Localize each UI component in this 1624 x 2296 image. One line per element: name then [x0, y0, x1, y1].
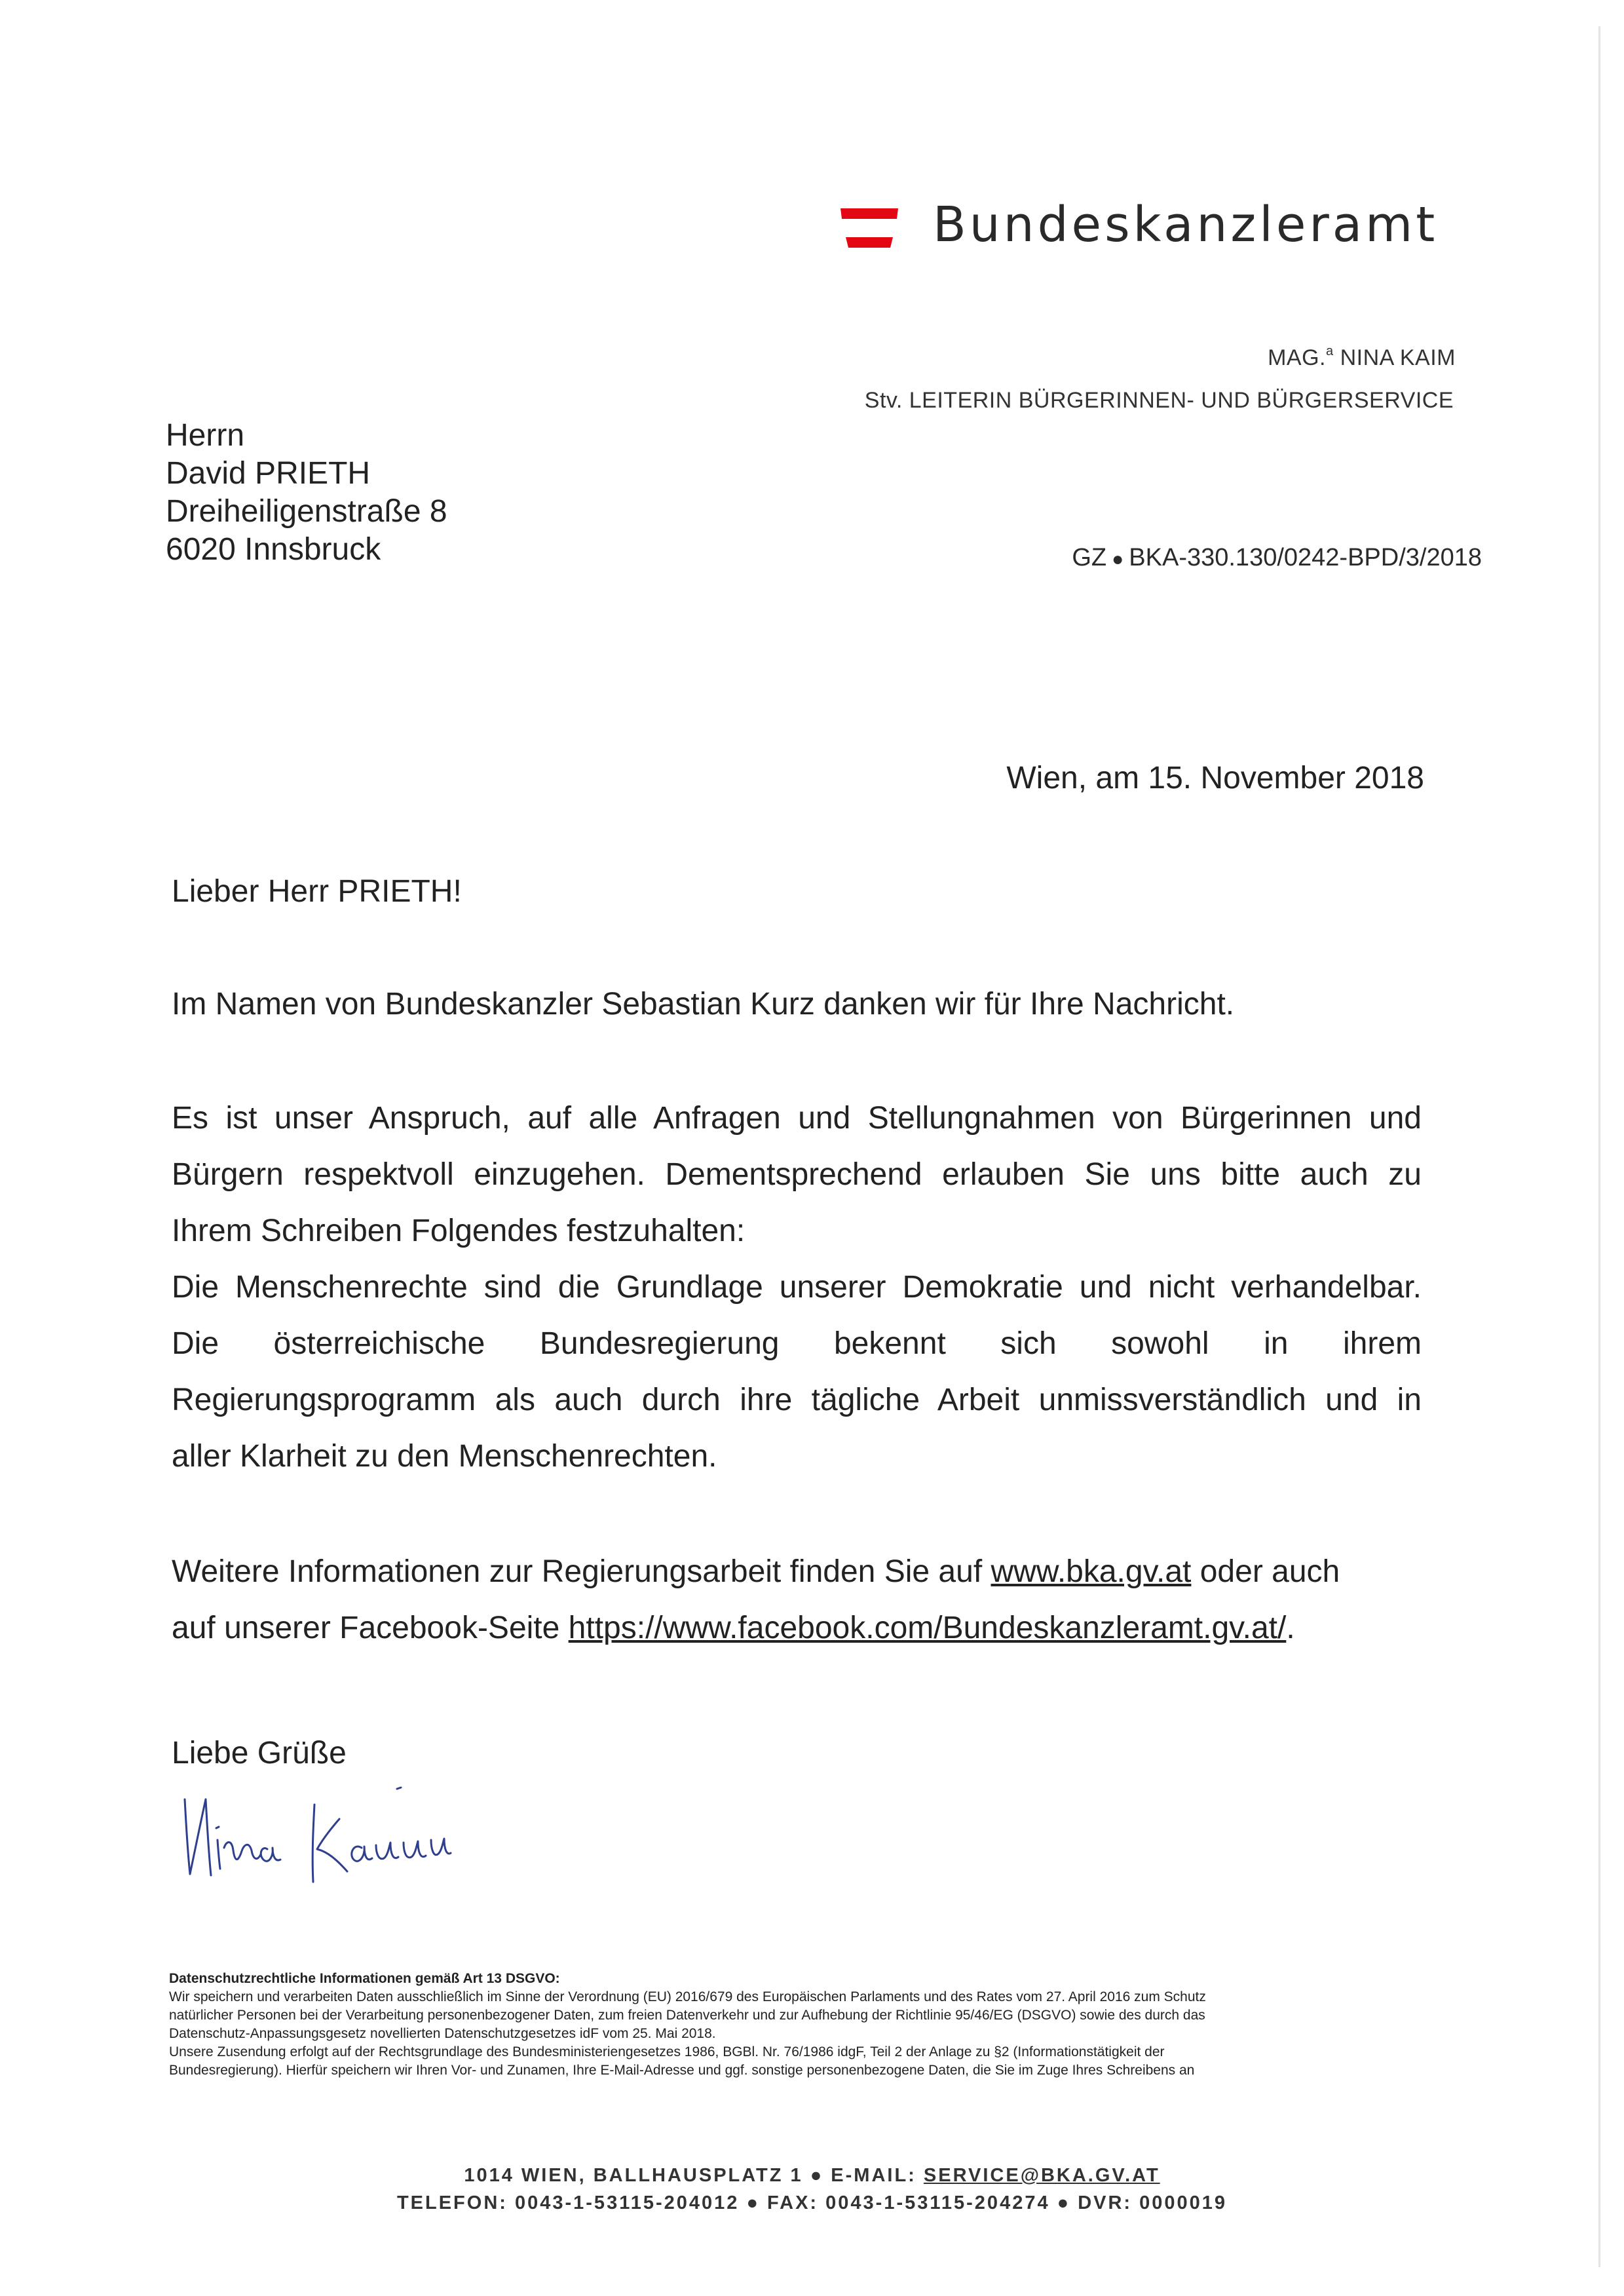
sender-name: MAG.$^a$ NINA KAIM: [1268, 344, 1456, 370]
recipient-name: David PRIETH: [166, 456, 371, 491]
paragraph-line: Die Menschenrechte sind die Grundlage unserer Demokratie und nicht verhandelbar.: [172, 1270, 1422, 1305]
reference-number: GZ ● BKA-330.130/0242-BPD/3/2018: [1072, 544, 1482, 571]
sender-title: Stv. LEITERIN BÜRGERINNEN- UND BÜRGERSERVICE: [864, 388, 1454, 413]
privacy-line: Unsere Zusendung erfolgt auf der Rechtsgrundlage des Bundesministeriengesetzes 1986, BGBl. Nr. 76/1986 idgF, Teil 2 der Anlage zu §2 (Informationstätigkeit der: [169, 2044, 1165, 2059]
privacy-line: natürlicher Personen bei der Verarbeitung personenbezogener Daten, zum freien Datenverkehr und zur Aufhebung der Richtlinie 95/46/EG (DSGVO) sowie des durch das: [169, 2008, 1205, 2023]
paragraph-human-rights: [172, 1090, 1422, 1485]
recipient-street: Dreiheiligenstraße 8: [166, 494, 447, 529]
paragraph-more-info: [172, 1544, 1403, 1656]
logo-wordmark: Bundeskanzleramt: [933, 197, 1439, 253]
privacy-line: Wir speichern und verarbeiten Daten ausschließlich im Sinne der Verordnung (EU) 2016/679 des Europäischen Parlaments und des Rates vom 27. April 2016 zum Schutz: [169, 1989, 1206, 2004]
recipient-salutation: Herrn: [166, 418, 245, 453]
closing-phrase: Liebe Grüße: [172, 1736, 347, 1770]
privacy-notice: [169, 1970, 1407, 2080]
page-edge-line: [1598, 26, 1600, 2267]
recipient-address: [166, 417, 447, 569]
paragraph-line: aller Klarheit zu den Menschenrechten.: [172, 1439, 717, 1474]
footer-contact: TELEFON: 0043-1-53115-204012 ● FAX: 0043-1-53115-204274 ● DVR: 0000019: [396, 2192, 1228, 2213]
facebook-page-link[interactable]: https://www.facebook.com/Bundeskanzleramt.gv.at/: [568, 1611, 1287, 1645]
letter-date: Wien, am 15. November 2018: [1006, 761, 1424, 795]
privacy-line: Bundesregierung). Hierfür speichern wir Ihren Vor- und Zunamen, Ihre E-Mail-Adresse und ggf. sonstige personenbezogene Daten, die Sie im Zuge Ihres Schreibens an: [169, 2063, 1195, 2078]
recipient-city: 6020 Innsbruck: [166, 532, 381, 567]
paragraph-line: Die österreichische Bundesregierung bekennt sich sowohl in ihrem: [172, 1326, 1422, 1361]
privacy-title: Datenschutzrechtliche Informationen gemäß Art 13 DSGVO:: [169, 1971, 560, 1986]
austrian-flag-logo: [840, 208, 898, 248]
bka-website-link[interactable]: www.bka.gv.at: [991, 1554, 1192, 1589]
handwritten-signature: [176, 1777, 464, 1888]
paragraph-line: Weitere Informationen zur Regierungsarbeit finden Sie auf www.bka.gv.at oder auch: [172, 1554, 1340, 1589]
paragraph-thanks: Im Namen von Bundeskanzler Sebastian Kurz danken wir für Ihre Nachricht.: [172, 987, 1235, 1022]
paragraph-line: Bürgern respektvoll einzugehen. Dementsprechend erlauben Sie uns bitte auch zu: [172, 1157, 1422, 1192]
paragraph-line: Es ist unser Anspruch, auf alle Anfragen und Stellungnahmen von Bürgerinnen und: [172, 1101, 1422, 1136]
privacy-line: Datenschutz-Anpassungsgesetz novellierten Datenschutzgesetzes idF vom 25. Mai 2018.: [169, 2026, 716, 2041]
footer-email-link[interactable]: SERVICE@BKA.GV.AT: [923, 2165, 1160, 2186]
greeting: Lieber Herr PRIETH!: [172, 874, 462, 909]
paragraph-line: Ihrem Schreiben Folgendes festzuhalten:: [172, 1214, 746, 1248]
footer-address: 1014 WIEN, BALLHAUSPLATZ 1 ● E-MAIL: SERVICE@BKA.GV.AT: [464, 2165, 1160, 2186]
paragraph-line: Regierungsprogramm als auch durch ihre tägliche Arbeit unmissverständlich und in: [172, 1383, 1422, 1417]
paragraph-line: auf unserer Facebook-Seite https://www.facebook.com/Bundeskanzleramt.gv.at/.: [172, 1611, 1295, 1645]
